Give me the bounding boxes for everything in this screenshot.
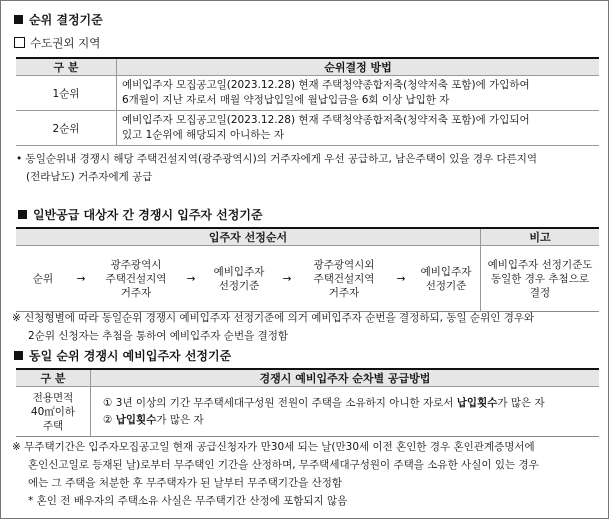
- step-reserve-criteria: 예비입주자 선정기준: [412, 246, 481, 312]
- remark-header: 비고: [481, 228, 600, 246]
- section-title-rank: 순위 결정기준: [14, 11, 103, 28]
- arrow-right-icon: →: [282, 272, 292, 285]
- table-row: [16, 246, 599, 312]
- note-homeless-period: ※ 무주택기간은 입주자모집공고일 현재 공급신청자가 만30세 되는 날(만30세 이전 혼인한 경우 혼인관계증명서에 혼인신고일로 등재된 날)로부터 무주택인 기간을 산정하며, 무주택세대구성원이 주택을 소유한 사실이 있는 경우 에는 그 주택을 처분한 후 무주택자가 된 날부터 무주택기간을 산정함 * 혼인 전 배우자의 주택소유 사실은 무주택기간 산정에 포함되지 않음: [12, 441, 539, 507]
- note-lottery: ※ 신청형별에 따라 동일순위 경쟁시 예비입주자 선정기준에 의거 예비입주자 순번을 결정하되, 동일 순위인 경우와 2순위 신청자는 추첨을 통하여 예비입주자 순번을 결정함: [12, 312, 535, 342]
- tiebreak-table: [16, 368, 599, 437]
- arrow-right-icon: →: [76, 272, 86, 285]
- rank-label: 2순위: [16, 111, 117, 146]
- tiebreak-methods: [91, 387, 600, 437]
- rank-header-method: 순위결정 방법: [117, 58, 600, 76]
- selection-order-header: 입주자 선정순서: [16, 228, 481, 246]
- list-item: ① 3년 이상의 기간 무주택세대구성원 전원이 주택을 소유하지 아니한 자로서 납입횟수가 많은 자: [103, 396, 545, 409]
- tiebreak-header-category: 구 분: [16, 369, 91, 387]
- rank-header-category: 구 분: [16, 58, 117, 76]
- note-priority: • 동일순위내 경쟁시 해당 주택건설지역(광주광역시)의 거주자에게 우선 공급하고, 남은주택이 있을 경우 다른지역 (전라남도) 거주자에게 공급: [16, 153, 538, 183]
- table-row: [16, 111, 599, 146]
- list-item: ② 납입횟수가 많은 자: [103, 413, 204, 426]
- tiebreak-header-method: 경쟁시 예비입주자 순차별 공급방법: [91, 369, 600, 387]
- step-reserve-criteria: 예비입주자 선정기준: [213, 265, 265, 292]
- step-nonlocal-resident: 광주광역시외 주택건설지역 거주자: [313, 258, 375, 299]
- table-row: [16, 76, 599, 111]
- section-title-tiebreak: 동일 순위 경쟁시 예비입주자 선정기준: [14, 347, 231, 364]
- arrow-right-icon: →: [396, 272, 406, 285]
- rank-table: [16, 57, 599, 146]
- checkbox-square-icon: [14, 37, 25, 48]
- rank-label: 1순위: [16, 76, 117, 111]
- step-local-resident: 광주광역시 주택건설지역 거주자: [105, 258, 167, 299]
- rank-description: 예비입주자 모집공고일(2023.12.28) 현재 주택청약종합저축(청약저축 포함)에 가입되어 있고 1순위에 해당되지 아니하는 자: [117, 111, 600, 146]
- step-rank: 순위: [32, 272, 54, 285]
- remark-cell: 예비입주자 선정기준도 동일한 경우 추첨으로 결정: [487, 258, 593, 299]
- rank-description: 예비입주자 모집공고일(2023.12.28) 현재 주택청약종합저축(청약저축 포함)에 가입하여 6개월이 지난 자로서 매월 약정납입일에 월납입금을 6회 이상 납입한 자: [117, 76, 600, 111]
- square-bullet-icon: [14, 15, 23, 24]
- arrow-right-icon: →: [186, 272, 196, 285]
- square-bullet-icon: [14, 351, 23, 360]
- table-row: [16, 387, 599, 437]
- square-bullet-icon: [18, 210, 27, 219]
- tiebreak-category: 전용면적 40㎡이하 주택: [16, 387, 91, 437]
- subheading-region: 수도권외 지역: [14, 35, 100, 51]
- section-title-general: 일반공급 대상자 간 경쟁시 입주자 선정기준: [18, 206, 263, 223]
- selection-order-table: [16, 227, 599, 312]
